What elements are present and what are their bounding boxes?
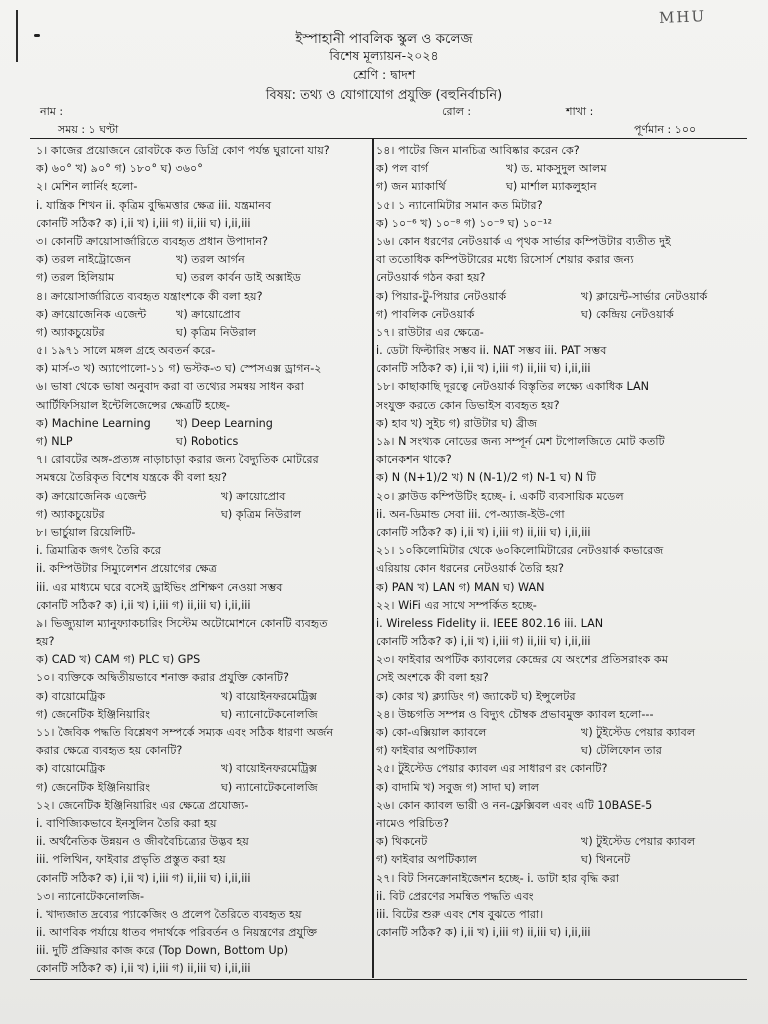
- left-question-option-text: ঘ) ন্যানোটেকনোলজি: [221, 780, 318, 794]
- right-question-line: [376, 906, 742, 924]
- right-question-column: [376, 142, 742, 942]
- right-question-text: ক) পল বার্গ: [376, 162, 429, 176]
- left-question-text: ২। মেশিন লার্নিং হলো-: [36, 180, 138, 194]
- right-question-text: ক) ১০⁻⁶ খ) ১০⁻⁸ গ) ১০⁻⁹ ঘ) ১০⁻¹²: [376, 216, 552, 230]
- left-question-line: [36, 233, 368, 251]
- left-question-option-text: খ) Deep Learning: [176, 416, 273, 430]
- right-question-line: [376, 397, 742, 415]
- right-question-line: [376, 269, 742, 287]
- left-question-text: ১২। জেনেটিক ইঞ্জিনিয়ারিং এর ক্ষেত্রে প্রযোজ্য-: [36, 798, 249, 812]
- right-question-line: [376, 615, 742, 633]
- left-question-text: ক) Machine Learning: [36, 416, 151, 430]
- left-question-text: আর্টিফিসিয়াল ইন্টেলিজেন্সের ক্ষেত্রটি হচ্ছে-: [36, 398, 230, 412]
- left-question-line: [36, 433, 368, 451]
- left-question-line: [36, 706, 368, 724]
- left-question-line: [36, 742, 368, 760]
- right-question-text: কানেকশন থাকে?: [376, 453, 452, 467]
- left-question-line: [36, 597, 368, 615]
- right-question-text: ক) N (N+1)/2 খ) N (N-1)/2 গ) N-1 ঘ) N টি: [376, 471, 596, 485]
- right-question-text: ১৭। রাউটার এর ক্ষেত্রে-: [376, 325, 484, 339]
- right-question-text: সংযুক্ত করতে কোন ডিভাইস ব্যবহৃত হয়?: [376, 398, 560, 412]
- left-question-line: [36, 215, 368, 233]
- right-question-line: [376, 433, 742, 451]
- left-question-text: iii. এর মাধ্যমে ঘরে বসেই ড্রাইভিং প্রশিক্ষণ নেওয়া সম্ভব: [36, 580, 283, 594]
- roll-label: রোল :: [442, 105, 472, 118]
- left-question-option-text: ঘ) Robotics: [176, 435, 239, 448]
- left-question-line: [36, 851, 368, 869]
- left-question-line: [36, 833, 368, 851]
- left-question-text: i. যান্ত্রিক শিখন ii. কৃত্রিম বুদ্ধিমত্তার ক্ষেত্র iii. যন্ত্রমানব: [36, 198, 272, 212]
- right-question-line: [376, 178, 742, 196]
- left-question-line: [36, 415, 368, 433]
- right-question-text: নেটওয়ার্ক গঠন করা হয়?: [376, 271, 486, 285]
- right-question-line: [376, 288, 742, 306]
- left-question-line: [36, 688, 368, 706]
- right-question-text: i. ডেটা ফিল্টারিং সম্ভব ii. NAT সম্ভব iii. PAT সম্ভব: [376, 344, 607, 358]
- right-question-line: [376, 579, 742, 597]
- right-question-text: ২৪। উচ্চগতি সম্পন্ন ও বিদ্যুৎ চৌম্বক প্রভাবমুক্ত ক্যাবল হলো---: [376, 707, 654, 721]
- right-question-line: [376, 888, 742, 906]
- right-question-line: [376, 451, 742, 469]
- right-question-line: [376, 742, 742, 760]
- left-question-text: কোনটি সঠিক? ক) i,ii খ) i,iii গ) ii,iii ঘ) i,ii,iii: [36, 962, 251, 976]
- left-question-line: [36, 615, 368, 633]
- left-question-line: [36, 397, 368, 415]
- left-question-text: হয়?: [36, 635, 55, 649]
- right-question-line: [376, 870, 742, 888]
- section-label: শাখা :: [566, 105, 594, 118]
- right-question-line: [376, 197, 742, 215]
- class-label: শ্রেণি : দ্বাদশ: [352, 67, 416, 82]
- left-question-text: গ) জেনেটিক ইঞ্জিনিয়ারিং: [36, 707, 151, 721]
- left-question-text: ১১। জৈবিক পদ্ধতি বিশ্লেষণ সম্পর্কে সম্যক এবং সঠিক ধারণা অর্জন: [36, 726, 334, 739]
- left-question-text: ৬। ভাষা থেকে ভাষা অনুবাদ করা বা তথ্যের সমন্বয় সাধন করা: [36, 380, 304, 394]
- right-question-line: [376, 760, 742, 778]
- left-question-line: [36, 378, 368, 396]
- right-question-text: ক) কো-এক্সিয়াল ক্যাবলে: [376, 726, 487, 739]
- right-question-line: [376, 597, 742, 615]
- left-question-option-text: ঘ) কৃত্রিম নিউরাল: [176, 325, 257, 339]
- left-question-line: [36, 306, 368, 324]
- right-question-text: গ) ফাইবার অপটিক্যাল: [376, 744, 477, 758]
- left-question-line: [36, 924, 368, 942]
- left-question-line: [36, 324, 368, 342]
- right-question-line: [376, 342, 742, 360]
- subject-label: বিষয়: তথ্য ও যোগাযোগ প্রযুক্তি (বহুনির্বাচনি): [265, 88, 503, 103]
- left-question-line: [36, 906, 368, 924]
- right-question-text: কোনটি সঠিক? ক) i,ii খ) i,iii গ) ii,iii ঘ) i,ii,iii: [376, 362, 591, 376]
- left-question-line: [36, 451, 368, 469]
- right-question-line: [376, 779, 742, 797]
- left-question-line: [36, 633, 368, 651]
- left-question-line: [36, 797, 368, 815]
- left-question-text: iii. পলিথিন, ফাইবার প্রভৃতি প্রস্তুত করা হয়: [36, 853, 226, 867]
- left-question-option-text: ঘ) কৃত্রিম নিউরাল: [221, 507, 302, 521]
- left-question-text: ক) ক্রায়োজেনিক এজেন্ট: [36, 489, 147, 503]
- left-question-line: [36, 651, 368, 669]
- left-question-line: [36, 469, 368, 487]
- right-question-line: [376, 233, 742, 251]
- right-question-text: বা ততোধিক কম্পিউটারের মধ্যে রিসোর্স শেয়ার করার জন্য: [376, 253, 634, 267]
- left-question-text: ক) তরল নাইট্রোজেন: [36, 253, 131, 267]
- right-question-line: [376, 706, 742, 724]
- left-question-text: ৪। ক্রায়োসার্জারিতে ব্যবহৃত যন্ত্রাংশকে কী বলা হয়?: [36, 289, 263, 303]
- right-question-text: ১৪। পাটের জিন মানচিত্র আবিষ্কার করেন কে?: [376, 144, 580, 157]
- right-question-line: [376, 542, 742, 560]
- right-question-option-text: খ) ড. মাকসুদুল আলম: [506, 162, 607, 176]
- right-question-line: [376, 560, 742, 578]
- right-question-text: ক) বাদামি খ) সবুজ গ) সাদা ঘ) লাল: [376, 780, 540, 794]
- right-question-text: কোনটি সঠিক? ক) i,ii খ) i,iii গ) ii,iii ঘ) i,ii,iii: [376, 525, 591, 539]
- right-question-line: [376, 851, 742, 869]
- left-question-text: গ) অ্যাকচুয়েটর: [36, 325, 105, 339]
- left-question-line: [36, 178, 368, 196]
- left-question-line: [36, 142, 368, 160]
- left-question-text: ১০। ব্যক্তিকে অদ্বিতীয়ভাবে শনাক্ত করার প্রযুক্তি কোনটি?: [36, 671, 289, 685]
- right-question-option-text: ঘ) কেন্দ্রিয় নেটওয়ার্ক: [581, 307, 674, 321]
- right-question-text: ২৫। টুইস্টেড পেয়ার ক্যাবল এর সাধারণ রং কোনটি?: [376, 762, 608, 776]
- left-question-option-text: খ) তরল আর্গন: [176, 253, 245, 267]
- right-question-text: কোনটি সঠিক? ক) i,ii খ) i,iii গ) ii,iii ঘ) i,ii,iii: [376, 926, 591, 940]
- left-question-text: ক) মার্স-৩ খ) অ্যাপোলো-১১ গ) ভস্টক-৩ ঘ) স্পেসএক্স ড্রাগন-২: [36, 362, 322, 376]
- left-question-text: i. বাণিজ্যিকভাবে ইনসুলিন তৈরি করা হয়: [36, 816, 217, 830]
- right-question-text: i. Wireless Fidelity ii. IEEE 802.16 iii. LAN: [376, 616, 604, 630]
- left-question-text: গ) অ্যাকচুয়েটর: [36, 507, 105, 521]
- left-question-line: [36, 524, 368, 542]
- right-question-text: ২৭। বিট সিনক্রোনাইজেশন হচ্ছে- i. ডাটা হার বৃদ্ধি করা: [376, 871, 620, 885]
- left-question-option-text: খ) বায়োইনফরমেট্রিক্স: [221, 762, 317, 776]
- left-question-line: [36, 815, 368, 833]
- left-question-text: ক) CAD খ) CAM গ) PLC ঘ) GPS: [36, 653, 201, 667]
- right-question-line: [376, 324, 742, 342]
- right-question-text: ২২। WiFi এর সাথে সম্পর্কিত হচ্ছে-: [376, 598, 537, 612]
- left-question-text: গ) তরল হিলিয়াম: [36, 271, 115, 285]
- right-question-line: [376, 469, 742, 487]
- left-question-line: [36, 760, 368, 778]
- right-question-line: [376, 688, 742, 706]
- left-question-text: কোনটি সঠিক? ক) i,ii খ) i,iii গ) ii,iii ঘ) i,ii,iii: [36, 598, 251, 612]
- right-question-text: ক) PAN খ) LAN গ) MAN ঘ) WAN: [376, 580, 545, 594]
- left-question-line: [36, 669, 368, 687]
- right-question-line: [376, 306, 742, 324]
- school-name: ইস্পাহানী পাবলিক স্কুল ও কলেজ: [295, 31, 473, 47]
- right-question-text: সেই অংশকে কী বলা হয়?: [376, 671, 489, 685]
- left-question-line: [36, 870, 368, 888]
- right-question-text: এরিয়ায় কোন ধরনের নেটওয়ার্ক তৈরি হয়?: [376, 562, 564, 576]
- left-question-line: [36, 251, 368, 269]
- right-question-line: [376, 215, 742, 233]
- left-question-text: ক) ৬০° খ) ৯০° গ) ১৮০° ঘ) ৩৬০°: [36, 162, 203, 176]
- left-question-text: i. ত্রিমাত্রিক জগৎ তৈরি করে: [36, 544, 162, 558]
- left-question-column: [36, 142, 368, 979]
- right-question-text: ii. অন-ডিমান্ড সেবা iii. পে-অ্যাজ-ইউ-গো: [376, 507, 565, 521]
- left-question-line: [36, 779, 368, 797]
- right-question-text: নামেও পরিচিত?: [376, 816, 449, 830]
- right-question-text: ক) পিয়ার-টু-পিয়ার নেটওয়ার্ক: [376, 289, 507, 303]
- left-question-line: [36, 579, 368, 597]
- right-question-text: ২৬। কোন ক্যাবল ভারী ও নন-ফ্লেক্সিবল এবং এটি 10BASE-5: [376, 798, 653, 812]
- right-question-text: কোনটি সঠিক? ক) i,ii খ) i,iii গ) ii,iii ঘ) i,ii,iii: [376, 635, 591, 649]
- right-question-text: গ) পাবলিক নেটওয়ার্ক: [376, 307, 475, 321]
- left-question-text: ৮। ভার্চুয়াল রিয়েলিটি-: [36, 525, 136, 539]
- left-question-text: iii. দুটি প্রক্রিয়ার কাজ করে (Top Down, Bottom Up): [36, 944, 289, 958]
- left-question-text: i. খাদ্যজাত দ্রব্যের প্যাকেজিং ও প্রলেপ তৈরিতে ব্যবহৃত হয়: [36, 907, 302, 921]
- right-question-line: [376, 797, 742, 815]
- left-question-option-text: খ) ক্রায়োপ্রোব: [221, 489, 286, 503]
- left-question-text: ১। কাজের প্রয়োজনে রোবটকে কত ডিগ্রি কোণ পর্যন্ত ঘুরানো যায়?: [36, 144, 330, 157]
- left-question-text: ৫। ১৯৭১ সালে মঙ্গল গ্রহে অবতর্ন করে-: [36, 344, 216, 358]
- right-question-option-text: ঘ) থিননেট: [581, 853, 631, 867]
- right-question-line: [376, 160, 742, 178]
- right-question-text: ১৬। কোন ধরণের নেটওয়ার্ক এ পৃথক সার্ভার কম্পিউটার ব্যতীত দুই: [376, 234, 671, 248]
- left-question-option-text: খ) বায়োইনফরমেট্রিক্স: [221, 689, 317, 703]
- right-question-option-text: খ) ক্লায়েন্ট-সার্ভার নেটওয়ার্ক: [581, 289, 708, 303]
- right-question-line: [376, 815, 742, 833]
- left-question-line: [36, 269, 368, 287]
- left-question-line: [36, 288, 368, 306]
- left-question-line: [36, 560, 368, 578]
- right-question-text: ক) হাব খ) সুইচ গ) রাউটার ঘ) ব্রীজ: [376, 416, 538, 430]
- left-question-text: কোনটি সঠিক? ক) i,ii খ) i,iii গ) ii,iii ঘ) i,ii,iii: [36, 871, 251, 885]
- left-question-option-text: ঘ) তরল কার্বন ডাই অক্সাইড: [176, 271, 301, 285]
- right-question-text: গ) জন ম্যাকার্থি: [376, 180, 446, 194]
- right-question-option-text: খ) টুইস্টেড পেয়ার ক্যাবল: [581, 835, 696, 849]
- right-question-text: ii. বিট প্রেরণের সমন্বিত পদ্ধতি এবং: [376, 889, 534, 903]
- right-question-line: [376, 651, 742, 669]
- right-question-line: [376, 378, 742, 396]
- left-question-text: ৩। কোনটি ক্রায়োসার্জারিতে ব্যবহৃত প্রধান উপাদান?: [36, 234, 268, 248]
- right-question-text: ১৫। ১ ন্যানোমিটার সমান কত মিটার?: [376, 198, 543, 212]
- right-question-text: ২৩। ফাইবার অপটিক ক্যাবলের কেন্দ্রের যে অংশের প্রতিসরাংক কম: [376, 653, 669, 667]
- right-question-line: [376, 360, 742, 378]
- left-question-text: ii. আণবিক পর্যায়ে ধাতব পদার্থকে পরিবর্তন ও নিয়ন্ত্রণের প্রযুক্তি: [36, 926, 318, 940]
- left-question-text: কোনটি সঠিক? ক) i,ii খ) i,iii গ) ii,iii ঘ) i,ii,iii: [36, 216, 251, 230]
- right-question-line: [376, 142, 742, 160]
- right-question-line: [376, 724, 742, 742]
- left-question-line: [36, 160, 368, 178]
- exam-title: বিশেষ মূল্যায়ন-২০২৪: [329, 48, 439, 63]
- time-label: সময় : ১ ঘণ্টা: [58, 123, 119, 136]
- left-question-text: ১৩। ন্যানোটেকনোলজি-: [36, 889, 145, 903]
- left-question-line: [36, 506, 368, 524]
- left-question-text: সমন্বয়ে তৈরিকৃত বিশেষ যন্ত্রকে কী বলা হয়?: [36, 471, 227, 485]
- left-question-line: [36, 942, 368, 960]
- right-question-line: [376, 633, 742, 651]
- left-question-line: [36, 960, 368, 978]
- left-question-text: ক) ক্রায়োজেনিক এজেন্ট: [36, 307, 147, 321]
- right-question-text: ১৯। N সংখ্যক নোডের জন্য সম্পূর্ন মেশ টপোলজিতে মোট কতটি: [376, 435, 665, 448]
- left-question-text: ৯। ভিজ্যুয়াল ম্যানুফ্যাকচারিং সিস্টেম অটোমোশনে কোনটি ব্যবহৃত: [36, 616, 328, 630]
- right-question-line: [376, 415, 742, 433]
- left-question-text: ii. কম্পিউটার সিম্যুলেশন প্রয়োগের ক্ষেত্র: [36, 562, 217, 576]
- right-question-text: ক) কোর খ) ক্ল্যাডিং গ) জ্যাকেট ঘ) ইন্সুলেটর: [376, 689, 576, 703]
- name-label: নাম :: [40, 105, 64, 118]
- handwritten-note: MHU: [658, 7, 707, 27]
- right-question-text: ২০। ক্লাউড কম্পিউটিং হচ্ছে- i. একটি ব্যবসায়িক মডেল: [376, 489, 624, 503]
- right-question-text: ২১। ১০কিলোমিটার থেকে ৬০কিলোমিটারের নেটওয়ার্ক কভারেজ: [376, 544, 664, 558]
- left-question-line: [36, 197, 368, 215]
- left-question-line: [36, 542, 368, 560]
- full-marks-label: পূর্ণমান : ১০০: [634, 123, 697, 136]
- left-question-line: [36, 488, 368, 506]
- right-question-text: গ) ফাইবার অপটিক্যাল: [376, 853, 477, 867]
- right-question-line: [376, 924, 742, 942]
- right-question-text: iii. বিটের শুরু এবং শেষ বুঝতে পারা।: [376, 907, 544, 921]
- left-question-text: ক) বায়োমেট্রিক: [36, 689, 106, 703]
- left-question-text: গ) NLP: [36, 435, 73, 448]
- column-divider: [372, 138, 374, 978]
- left-question-text: করার ক্ষেত্রে ব্যবহৃত হয় কোনটি?: [36, 744, 183, 758]
- left-question-line: [36, 342, 368, 360]
- left-question-line: [36, 360, 368, 378]
- left-question-text: ii. অর্থনৈতিক উন্নয়ন ও জীববৈচিত্র্যের উদ্ভব হয়: [36, 835, 249, 849]
- left-question-option-text: খ) ক্রায়োপ্রোব: [176, 307, 241, 321]
- right-question-line: [376, 488, 742, 506]
- left-question-text: গ) জেনেটিক ইঞ্জিনিয়ারিং: [36, 780, 151, 794]
- right-question-line: [376, 669, 742, 687]
- left-question-line: [36, 724, 368, 742]
- left-question-text: ক) বায়োমেট্রিক: [36, 762, 106, 776]
- left-question-line: [36, 888, 368, 906]
- right-question-line: [376, 251, 742, 269]
- right-question-line: [376, 833, 742, 851]
- left-question-option-text: ঘ) ন্যানোটেকনোলজি: [221, 707, 318, 721]
- right-question-option-text: ঘ) মার্শাল ম্যাকলুহান: [506, 180, 597, 194]
- right-question-line: [376, 524, 742, 542]
- right-question-option-text: খ) টুইস্টেড পেয়ার ক্যাবল: [581, 726, 696, 739]
- right-question-option-text: ঘ) টেলিফোন তার: [581, 744, 662, 758]
- right-question-text: ১৮। কাছাকাছি দূরত্বে নেটওয়ার্ক বিস্তৃতির লক্ষ্যে একাধিক LAN: [376, 380, 650, 394]
- right-question-text: ক) থিকনেট: [376, 835, 428, 849]
- left-question-text: ৭। রোবটের অঙ্গ-প্রত্যঙ্গ নাড়াচাড়া করার জন্য বৈদ্যুতিক মোটরের: [36, 453, 319, 467]
- right-question-line: [376, 506, 742, 524]
